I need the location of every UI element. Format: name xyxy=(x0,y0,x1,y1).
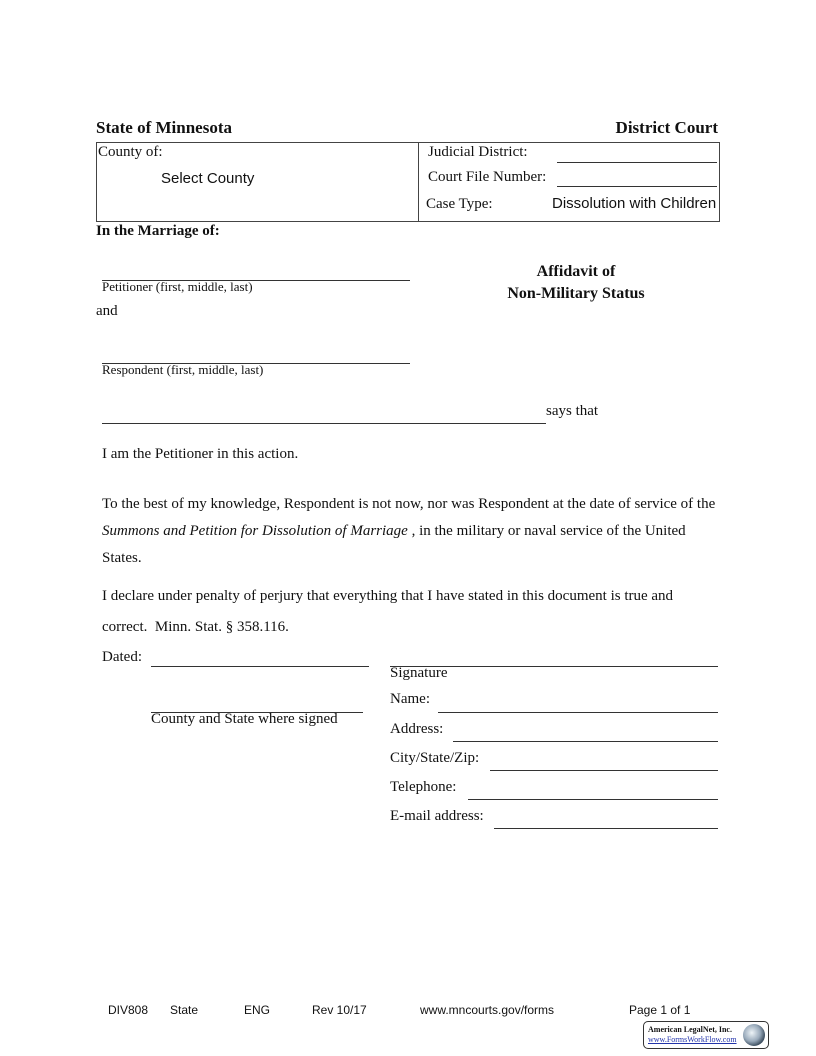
footer-url[interactable]: www.mncourts.gov/forms xyxy=(420,1003,555,1017)
footer-language: ENG xyxy=(244,1003,271,1017)
affiant-line xyxy=(102,423,546,424)
footer-revision: Rev 10/17 xyxy=(312,1003,367,1017)
footer-page-number: Page 1 of 1 xyxy=(629,1003,691,1017)
perjury-line2: correct. Minn. Stat. § 358.116. xyxy=(102,619,289,635)
city-state-zip-line xyxy=(490,770,718,771)
summons-document-name: Summons and Petition for Dissolution of Marriage xyxy=(102,523,408,539)
globe-icon xyxy=(743,1024,765,1046)
case-type-select[interactable]: Dissolution with Children xyxy=(552,195,717,212)
petitioner-label: Petitioner (first, middle, last) xyxy=(102,279,253,294)
form-title-line1: Affidavit of xyxy=(536,263,616,280)
logo-website-link[interactable]: www.FormsWorkFlow.com xyxy=(648,1035,737,1044)
court-file-number-input[interactable] xyxy=(557,168,721,188)
county-label: County of: xyxy=(98,144,163,160)
judicial-district-input[interactable] xyxy=(557,144,721,164)
telephone-input[interactable] xyxy=(468,781,722,801)
name-input[interactable] xyxy=(438,694,722,714)
state-heading: State of Minnesota xyxy=(96,118,232,137)
affiant-name-input[interactable] xyxy=(102,405,550,425)
email-line xyxy=(494,828,718,829)
county-select[interactable]: Select County xyxy=(161,170,255,187)
signature-label: Signature xyxy=(390,665,448,681)
county-state-signed-label: County and State where signed xyxy=(151,711,338,727)
says-that-text: says that xyxy=(546,403,599,419)
email-label: E-mail address: xyxy=(390,808,484,824)
court-heading: District Court xyxy=(615,118,718,137)
footer-jurisdiction: State xyxy=(170,1003,199,1017)
footer-form-id: DIV808 xyxy=(108,1003,149,1017)
address-line xyxy=(453,741,718,742)
statement-non-military xyxy=(102,491,722,572)
address-label: Address: xyxy=(390,721,444,737)
telephone-label: Telephone: xyxy=(390,779,457,795)
name-line xyxy=(438,712,718,713)
name-label: Name: xyxy=(390,691,430,707)
dated-input[interactable] xyxy=(151,648,373,668)
statement-petitioner: I am the Petitioner in this action. xyxy=(102,446,299,462)
case-type-label: Case Type: xyxy=(426,196,493,212)
respondent-label: Respondent (first, middle, last) xyxy=(102,362,264,377)
telephone-line xyxy=(468,799,718,800)
form-title-line2: Non-Military Status xyxy=(507,285,645,302)
perjury-line1: I declare under penalty of perjury that everything that I have stated in this document is true and xyxy=(102,588,674,604)
statement-part2: , in the military or naval service of the United States. xyxy=(102,523,686,566)
marriage-heading: In the Marriage of: xyxy=(96,223,220,239)
and-label: and xyxy=(96,303,118,319)
statement-part1: To the best of my knowledge, Respondent is not now, nor was Respondent at the date of service of the xyxy=(102,496,716,512)
dated-line xyxy=(151,666,369,667)
judicial-district-label: Judicial District: xyxy=(428,144,528,160)
court-file-number-label: Court File Number: xyxy=(428,169,547,185)
city-state-zip-label: City/State/Zip: xyxy=(390,750,480,766)
email-input[interactable] xyxy=(494,810,722,830)
city-state-zip-input[interactable] xyxy=(490,752,722,772)
logo-company-name: American LegalNet, Inc. xyxy=(648,1025,732,1034)
dated-label: Dated: xyxy=(102,649,142,665)
address-input[interactable] xyxy=(453,723,722,743)
american-legalnet-logo[interactable] xyxy=(643,1021,769,1049)
